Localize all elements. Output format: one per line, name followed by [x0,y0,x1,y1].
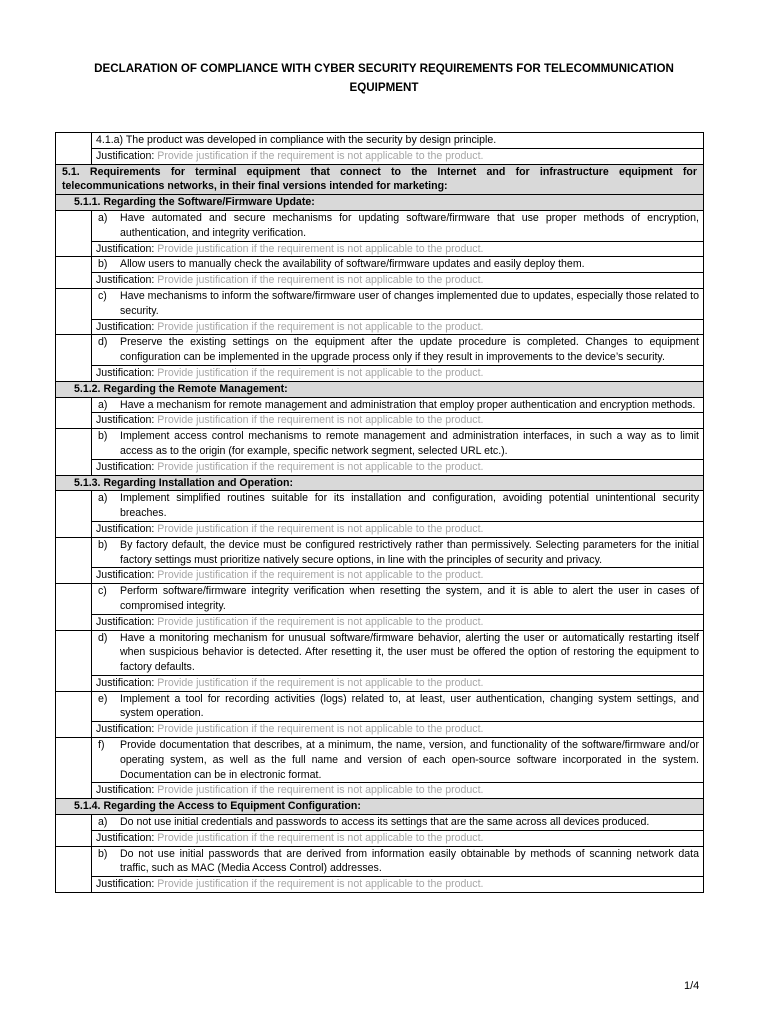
justification-cell[interactable] [92,413,704,429]
requirement-row [56,630,704,675]
checkbox-cell[interactable] [56,630,92,691]
justification-cell[interactable] [92,675,704,691]
justification-label: Justification: [96,149,155,162]
requirement-text: Have a monitoring mechanism for unusual software/firmware behavior, alerting the user or automatically restarting itself when suspicious behavior is detected. After resetting it, the user must be offered the option of restoring the equipment to factory defaults. [120,631,699,674]
justification-placeholder[interactable]: Provide justification if the requirement is not applicable to the product. [157,615,484,628]
justification-label: Justification: [96,242,155,255]
checkbox-cell[interactable] [56,815,92,847]
requirement-item [96,692,699,722]
requirement-cell [92,210,704,241]
checkbox-cell[interactable] [56,691,92,737]
justification-cell[interactable] [92,521,704,537]
justification-label: Justification: [96,676,155,689]
justification-placeholder[interactable]: Provide justification if the requirement is not applicable to the product. [157,569,484,582]
requirement-cell [92,815,704,831]
requirement-row [56,537,704,568]
requirement-text: Have a mechanism for remote management and administration that employ proper authentication and encryption methods. [120,398,696,411]
requirement-row [56,815,704,831]
justification-row [56,830,704,846]
justification-cell[interactable] [92,614,704,630]
justification-placeholder[interactable]: Provide justification if the requirement is not applicable to the product. [157,320,484,333]
justification-row [56,675,704,691]
checkbox-cell[interactable] [56,584,92,630]
justification-placeholder[interactable]: Provide justification if the requirement is not applicable to the product. [157,366,484,379]
requirement-item [96,429,699,459]
compliance-table-body [56,133,704,893]
justification-cell[interactable] [92,319,704,335]
justification-row [56,614,704,630]
requirement-label: b) [98,847,108,860]
requirement-cell [92,738,704,783]
justification-row [56,148,704,164]
justification-placeholder[interactable]: Provide justification if the requirement is not applicable to the product. [157,242,484,255]
justification-label: Justification: [96,831,155,844]
justification-placeholder[interactable]: Provide justification if the requirement is not applicable to the product. [157,723,484,736]
requirement-item [96,398,699,413]
requirement-item [96,584,699,614]
requirement-cell [92,288,704,319]
requirement-row [56,210,704,241]
justification-cell[interactable] [92,365,704,381]
requirement-cell [92,584,704,615]
requirement-text: Perform software/firmware integrity verification when resetting the system, and it is able to alert the user in cases of compromised integrity. [120,585,699,612]
checkbox-cell[interactable] [56,288,92,334]
justification-cell[interactable] [92,273,704,289]
requirement-item [96,738,699,782]
requirement-text: Provide documentation that describes, at a minimum, the name, version, and functionality of the software/firmware and/or operating system, as well as the full name and version of each open-source software incorporated in the system. Documentation can be in electronic format. [120,739,699,781]
justification-cell[interactable] [92,148,704,164]
subsection-row [56,475,704,491]
requirement-cell [92,429,704,460]
requirement-row [56,397,704,413]
section-heading: 5.1. Requirements for terminal equipment that connect to the Internet and for infrastructure equipment for telecommunications networks, in their final versions intended for marketing: [56,164,704,195]
requirement-label: a) [98,398,108,411]
requirement-item [96,538,699,568]
checkbox-cell[interactable] [56,397,92,429]
checkbox-cell[interactable] [56,210,92,256]
requirement-label: c) [98,585,107,598]
requirement-row [56,429,704,460]
justification-row [56,319,704,335]
requirement-cell [92,630,704,675]
requirement-row [56,846,704,877]
requirement-text: Allow users to manually check the availability of software/firmware updates and easily deploy them. [120,258,585,271]
requirement-item [96,631,699,675]
subsection-row [56,799,704,815]
requirement-text: Preserve the existing settings on the equipment after the update procedure is completed. Changes to equipment configuration can be implemented in the upgrade process only if they result in improvements to the device’s security. [120,336,699,364]
requirement-label: d) [98,336,108,349]
checkbox-cell[interactable] [56,846,92,892]
requirement-text: Have automated and secure mechanisms for updating software/firmware that use proper methods of encryption, authentication, and integrity verification. [120,211,699,239]
justification-row [56,568,704,584]
justification-cell[interactable] [92,722,704,738]
justification-placeholder[interactable]: Provide justification if the requirement is not applicable to the product. [157,676,484,689]
checkbox-cell[interactable] [56,335,92,381]
justification-cell[interactable] [92,877,704,893]
justification-row [56,241,704,257]
justification-label: Justification: [96,366,155,379]
subsection-heading: 5.1.4. Regarding the Access to Equipment Configuration: [56,799,704,815]
requirement-text: By factory default, the device must be configured restrictively rather than permissively. Selecting parameters for the initial factory settings must prioritize natively secure options, in line with the principles of security and privacy. [120,538,699,566]
justification-row [56,722,704,738]
justification-label: Justification: [96,274,155,287]
requirement-item [96,211,699,241]
justification-label: Justification: [96,460,155,473]
requirement-item [96,335,699,365]
justification-placeholder[interactable]: Provide justification if the requirement is not applicable to the product. [157,784,484,797]
requirement-item [96,847,699,877]
justification-cell[interactable] [92,783,704,799]
subsection-heading: 5.1.2. Regarding the Remote Management: [56,381,704,397]
justification-row [56,783,704,799]
requirement-label: b) [98,538,108,551]
justification-placeholder[interactable]: Provide justification if the requirement is not applicable to the product. [157,414,484,427]
justification-placeholder[interactable]: Provide justification if the requirement is not applicable to the product. [157,878,484,891]
requirement-text: Do not use initial credentials and passwords to access its settings that are the same across all devices produced. [120,816,650,829]
justification-cell[interactable] [92,459,704,475]
justification-placeholder[interactable]: Provide justification if the requirement is not applicable to the product. [157,149,484,162]
requirement-label: a) [98,492,108,505]
requirement-cell [92,257,704,273]
subsection-row [56,195,704,211]
requirement-cell [92,691,704,722]
requirement-text: Implement access control mechanisms to remote management and administration interfaces, in such a way as to limit access as to the origin (for example, specific network segment, selected URL etc.). [120,430,699,457]
requirement-item [96,491,699,521]
justification-row [56,521,704,537]
requirement-text: Have mechanisms to inform the software/firmware user of changes implemented due to updates, especially those related to security. [120,289,699,317]
requirement-row [56,257,704,273]
checkbox-cell[interactable] [56,257,92,289]
subsection-heading: 5.1.1. Regarding the Software/Firmware Update: [56,195,704,211]
requirement-row [56,491,704,522]
requirement-label: e) [98,692,108,705]
justification-label: Justification: [96,320,155,333]
justification-label: Justification: [96,414,155,427]
requirement-cell [92,537,704,568]
requirement-label: a) [98,211,108,224]
requirement-label: f) [98,739,105,752]
compliance-table [55,132,704,893]
checkbox-cell[interactable] [56,133,92,165]
requirement-row [56,335,704,366]
requirement-cell [92,846,704,877]
requirement-item [96,289,699,319]
requirement-text: Implement simplified routines suitable for its installation and configuration, avoiding potential unintentional security breaches. [120,492,699,520]
requirement-cell [92,491,704,522]
requirement-text: Do not use initial passwords that are derived from information easily obtainable by methods of scanning network data traffic, such as MAC (Media Access Control) addresses. [120,847,699,875]
requirement-row [56,584,704,615]
requirement-cell [92,335,704,366]
requirement-item [96,257,699,272]
justification-cell[interactable] [92,568,704,584]
subsection-row [56,381,704,397]
justification-placeholder[interactable]: Provide justification if the requirement is not applicable to the product. [157,460,484,473]
checkbox-cell[interactable] [56,738,92,799]
justification-label: Justification: [96,569,155,582]
justification-label: Justification: [96,522,155,535]
justification-cell[interactable] [92,241,704,257]
lead-item-row [56,133,704,149]
checkbox-cell[interactable] [56,491,92,537]
requirement-label: d) [98,631,108,644]
requirement-row [56,691,704,722]
requirement-text: Implement a tool for recording activities (logs) related to, at least, user authentication, changing system settings, and system operation. [120,692,699,720]
requirement-label: a) [98,816,108,829]
justification-label: Justification: [96,784,155,797]
justification-row [56,365,704,381]
requirement-label: c) [98,289,107,302]
requirement-item [96,815,699,830]
subsection-heading: 5.1.3. Regarding Installation and Operation: [56,475,704,491]
justification-placeholder[interactable]: Provide justification if the requirement is not applicable to the product. [157,274,484,287]
requirement-label: b) [98,258,108,271]
justification-label: Justification: [96,615,155,628]
justification-row [56,459,704,475]
checkbox-cell[interactable] [56,429,92,475]
document-title: DECLARATION OF COMPLIANCE WITH CYBER SECURITY REQUIREMENTS FOR TELECOMMUNICATION EQUIPMENT [94,62,674,94]
justification-placeholder[interactable]: Provide justification if the requirement is not applicable to the product. [157,522,484,535]
justification-row [56,273,704,289]
lead-item-text: 4.1.a) The product was developed in compliance with the security by design principle. [92,133,704,149]
justification-row [56,877,704,893]
requirement-row [56,288,704,319]
justification-placeholder[interactable]: Provide justification if the requirement is not applicable to the product. [157,831,484,844]
requirement-label: b) [98,430,108,443]
requirement-row [56,738,704,783]
justification-row [56,413,704,429]
checkbox-cell[interactable] [56,537,92,583]
justification-label: Justification: [96,723,155,736]
justification-label: Justification: [96,878,155,891]
section-row [56,164,704,195]
justification-cell[interactable] [92,830,704,846]
requirement-cell [92,397,704,413]
page-number: 1/4 [684,980,700,992]
